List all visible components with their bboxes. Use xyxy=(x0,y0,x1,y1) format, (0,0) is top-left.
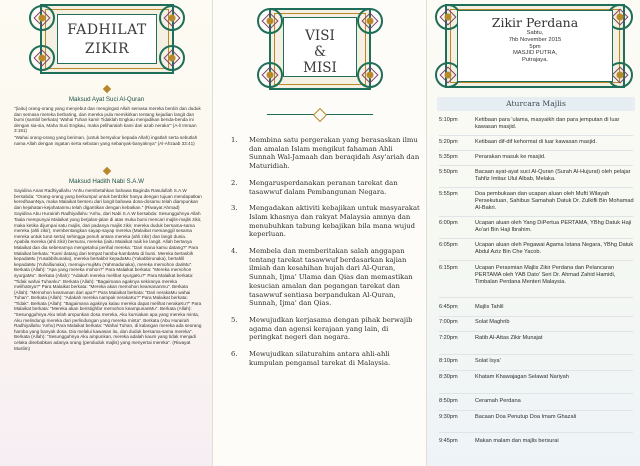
panel-visi-misi xyxy=(213,0,427,466)
item-number: 6. xyxy=(231,350,238,359)
hadith-text xyxy=(14,188,202,352)
knot-ornament-icon xyxy=(29,45,55,71)
item-number: 1. xyxy=(231,136,238,144)
row-divider xyxy=(439,410,633,411)
event-day: Sabtu, xyxy=(526,30,544,36)
schedule-desc: Ratib Al-Attas Zikir Munajat xyxy=(475,335,543,341)
schedule-time: 7:00pm xyxy=(439,319,458,325)
schedule-desc: Solat Maghrib xyxy=(475,319,510,325)
schedule-desc: Bacaan Doa Penutup Doa Imam Ghazali xyxy=(475,414,577,420)
row-divider xyxy=(439,297,633,298)
schedule-desc: Ucapan Perasmian Majlis Zikir Perdana dan Pelancaran PERTAMA oleh YAB Dato' Seri Dr. Ahmad Zahid Hamidi, Timbalan Perdana Menteri Malaysia. xyxy=(475,265,616,285)
schedule-time: 6:05pm xyxy=(439,242,458,248)
schedule-time: 5:20pm xyxy=(439,139,458,145)
schedule-time: 5:55pm xyxy=(439,191,458,197)
item-text: Membela dan memberitakan salah anggapan tentang tarekat tasawwuf berdasarkan kajian ilmiah dan kesahihan hujah dari Al-Quran, Sunnah, Ijma' Ulama dan Qias dan memastikan kesucian amalan dan pegangan tarekat dan tasawwuf sentiasa berpandukan Al-Quran, Sunnah, Ijma' dan Qias. xyxy=(249,247,413,308)
schedule-desc: Ceramah Perdana xyxy=(475,398,521,404)
schedule-time: 6:45pm xyxy=(439,304,458,310)
list-item xyxy=(231,316,421,342)
title-line: FADHILAT xyxy=(67,22,147,38)
row-divider xyxy=(439,216,633,217)
schedule-time: 5:50pm xyxy=(439,169,458,175)
event-title: Zikir Perdana xyxy=(491,15,579,30)
schedule-time: 5:35pm xyxy=(439,154,458,160)
knot-ornament-icon xyxy=(257,8,283,34)
title-line: VISI xyxy=(305,28,335,44)
schedule-desc: Perarakan masuk ke masjid. xyxy=(475,154,546,160)
section-heading-hadith: Maksud Hadith Nabi S.A.W xyxy=(69,178,144,185)
item-text: Mewujudkan kerjasama dengan pihak berwajib agama dan agensi kerajaan yang lain, di peringkat negeri dan negara. xyxy=(249,315,413,342)
schedule-desc: Ucapan aluan oleh Yang DiPertua PERTAMA, YBhg Datuk Haji Ao'ari Bin Haji Ibrahim. xyxy=(475,220,632,233)
title-line: MISI xyxy=(303,60,337,76)
event-date: 7hb November 2015 xyxy=(508,36,562,43)
title-line: ZIKIR xyxy=(84,41,130,57)
knot-ornament-icon xyxy=(357,8,383,34)
knot-ornament-icon xyxy=(257,62,283,88)
title-line: & xyxy=(313,44,327,60)
panel-fadhilat-zikir xyxy=(0,0,213,466)
schedule-time: 8:50pm xyxy=(439,398,458,404)
quran-verse: "Wahai orang-orang yang beriman, (untuk bersyukur kepada Allah) ingatlah serta sebutlah nama Allah dengan ingatan serta sebutan yang sebanyak-banyaknya" (Al-Ahzaab 33:41) xyxy=(14,134,198,146)
hadith-paragraph: Sayidina Anas Radhiyallahu 'Anhu membetahkan bahawa Baginda Rasulullah S.A.W bersabda: "Orang-orang yang berkumpul untuk berdzikir hanya dengan tujuan mendapatkan keredhaanNya, maka Malaikat berseru dari langit bahawa dosa-dosamu telah diampunkan dan kejahatan-kejahatanmu telah digantikan dengan kebaikan." (Riwayat Ahmad) xyxy=(14,188,202,210)
list-item xyxy=(231,179,421,196)
schedule-desc: Doa pembukaan dan ucapan aluan oleh Mufti Wilayah Persekutuan, Sahibus Samahah Datuk Dr. Zulkifli Bin Mohamad Al-Bakri. xyxy=(475,191,634,211)
schedule-time: 9:30pm xyxy=(439,414,458,420)
visi-misi-list xyxy=(231,136,421,367)
row-divider xyxy=(439,150,633,151)
row-divider xyxy=(439,432,633,433)
schedule-desc: Bacaan ayat-ayat suci Al-Quran (Surah Al-Hujurat) oleh pelajar Tahfiz Imtiaz Ulul Albab, Melaka. xyxy=(475,169,631,182)
panel-title xyxy=(57,14,157,64)
divider-ornament-icon xyxy=(103,85,111,93)
list-item xyxy=(231,350,421,367)
row-divider xyxy=(439,316,633,317)
schedule-time: 5:10pm xyxy=(439,117,458,123)
item-text: Membina satu pergerakan yang berasaskan ilmu dan amalan Islam mengikut fahaman Ahli Sunnah Wal-Jamaah dan beraqidah Asy'ariah dan Maturidiah. xyxy=(249,136,420,171)
schedule-desc: Solat Isya' xyxy=(475,358,501,364)
row-divider xyxy=(439,354,633,355)
row-divider xyxy=(439,238,633,239)
schedule-desc: Ketibaan para 'ulama, masyaikh dan para jemputan di luar kawasan masjid. xyxy=(475,117,620,130)
schedule-desc: Majlis Tahlil xyxy=(475,304,504,310)
quran-text xyxy=(14,106,202,147)
list-item xyxy=(231,204,421,239)
event-venue: MASJID PUTRA, xyxy=(512,50,558,57)
schedule-heading: Aturcara Majlis xyxy=(437,97,635,111)
knot-ornament-icon xyxy=(357,62,383,88)
row-divider xyxy=(439,135,633,136)
row-divider xyxy=(439,187,633,188)
row-divider xyxy=(439,370,633,371)
divider-ornament-icon xyxy=(103,167,111,175)
schedule-desc: Makan malam dan majlis bersurai xyxy=(475,438,559,444)
schedule-time: 9:45pm xyxy=(439,438,458,444)
quran-verse: "(iaitu) orang-orang yang menyebut dan mengingati Allah semasa mereka berdiri dan duduk dan semasa mereka berbaring, dan mereka pula memikirkan tentang kejadian langit dan bumi (sambil berkata) 'Wahai Tuhan kami! Tidaklah Engkau menjadikan benda-benda ini dengan sia-sia, Maha Suci Engkau, maka peliharalah kami dari azab neraka'" (A-li Imraan 3:191) xyxy=(14,106,201,134)
divider-ornament-icon xyxy=(267,110,373,120)
list-item xyxy=(231,247,421,308)
item-number: 4. xyxy=(231,247,238,256)
schedule-time: 7:20pm xyxy=(439,335,458,341)
panel-title xyxy=(283,17,357,77)
knot-ornament-icon xyxy=(29,5,55,31)
row-divider xyxy=(439,260,633,261)
schedule-time: 6:00pm xyxy=(439,220,458,226)
row-divider xyxy=(439,165,633,166)
item-number: 3. xyxy=(231,204,238,213)
item-text: Mengarusperdanakan peranan tarekat dan tasawwuf dalam Pembangunan Negara. xyxy=(249,178,398,196)
event-city: Putrajaya. xyxy=(521,57,549,64)
schedule-time: 8:10pm xyxy=(439,358,458,364)
item-number: 2. xyxy=(231,178,238,187)
panel-zikir-perdana xyxy=(427,0,640,466)
schedule-time: 6:15pm xyxy=(439,265,458,271)
item-number: 5. xyxy=(231,315,238,324)
event-time: 5pm xyxy=(529,43,541,50)
event-title-box xyxy=(457,10,613,82)
schedule-desc: Ucapan aluan oleh Pegawai Agama Istana Negara, YBhg Datuk Abdul Aziz Bin Che Yacob. xyxy=(475,242,634,255)
schedule-desc: Khatam Khawajagan Selawat Nariyah xyxy=(475,374,569,380)
row-divider xyxy=(439,393,633,394)
schedule-time: 8:30pm xyxy=(439,374,458,380)
hadith-paragraph: Sayidina Abu Hurairah Radhiyallahu 'Anhu, dari Nabi S.A.W bersabda: Sesungguhnya Allah Taala mempunyai Malaikat yang berjalan-jalan di atas muka bumi mencari majlis-majlis zikir, maka ketika dijumpai satu majlis, dari padanya majlis zikir, mereka duduk bersama-sama mereka (ahli zikir), membentangkan sayap-sayap mereka (Malaikat memanggil sesama mereka untuk turut serta) sehingga penuh antara mereka (ahli zikir) dan langit dunia. Apabila mereka (ahli zikir) bersurai, mereka (iaitu Malaikat naik ke langit. Allah bertanya Malaikat dan dia sebenarnya mengetahui perihal mereka: "Dari mana kamu datang?" Para Malaikat berkata: "Kami datang dari tempat hamba-hambaMu di bumi. Mereka bertasbih kepadaMu (Yusabbihunaka), mereka bertakbir kepadaMu (Yukabbirunaka), bertahlil kepadaMu (Yuhalliunaka), memuja-mujiMu (Yahmadunaka), mereka memohon dariMu". Berkata (Allah): "Apa yang mereka mohon?" Para Malaikat berkata: "Mereka memohon syurgaMu". Berkata (Allah): "Adakah mereka melihat syurgaKu?" Para Malaikat berkata: "Tidak wahai Tuhanku". Berkata (Allah): "Bagaimana agaknya sekiranya mereka melihatnya?" Para Malaikat berkata: "Mereka akan memohon keamananmu". Berkata (Allah): "Memohon keamanan dari apa?" Para Malaikat berkata: "Dari nerakaMu wahai Tuhan". Berkata (Allah): "Adakah mereka nampak nerakaKu?" Para Malaikat berkata: "Tidak". Berkata (Allah): "Bagaimana agaknya kalau mereka dapat melihat nerakaKu?" Para Malaikat berkata: "Mereka akan beristighfar memohon keampunanMu". Berkata (Allah): "Sesungguhnya Aku telah ampunkan dosa mereka, Aku kurniakan apa yang mereka minta, Aku melindungi mereka dari perlindungan yang mereka minta". Berkata (Abu Hurairah Radhiyallahu 'Anhu) Para Malaikat berkata: "Wahai Tuhan, di kalangan mereka ada seorang hamba yang banyak dosa. Dia melalui kawasan itu, dan duduk bersama-sama mereka". Berkata (Allah): "Sesungguhnya Aku ampunkan, mereka adalah kaum yang tidak menjadi celaka disebabkan adanya orang (penduduk majlis) yang menyertai mereka". (Riwayat Muslim) xyxy=(14,211,202,351)
item-text: Mewujudkan silaturahim antara ahli-ahli kumpulan pengamal tarekat di Malaysia. xyxy=(249,350,391,367)
list-item xyxy=(231,136,421,171)
schedule-desc: Ketibaan dif-dif kehormat di luar kawasan masjid. xyxy=(475,139,597,145)
knot-ornament-icon xyxy=(159,45,185,71)
section-heading-quran: Maksud Ayat Suci Al-Quran xyxy=(68,96,145,103)
item-text: Mengadakan aktiviti kebajikan untuk masyarakat Islam khasnya dan rakyat Malaysia amnya dan menubuhkan tabung kebajikan bila mana wujud keperluan. xyxy=(249,204,420,239)
row-divider xyxy=(439,331,633,332)
knot-ornament-icon xyxy=(159,5,185,31)
